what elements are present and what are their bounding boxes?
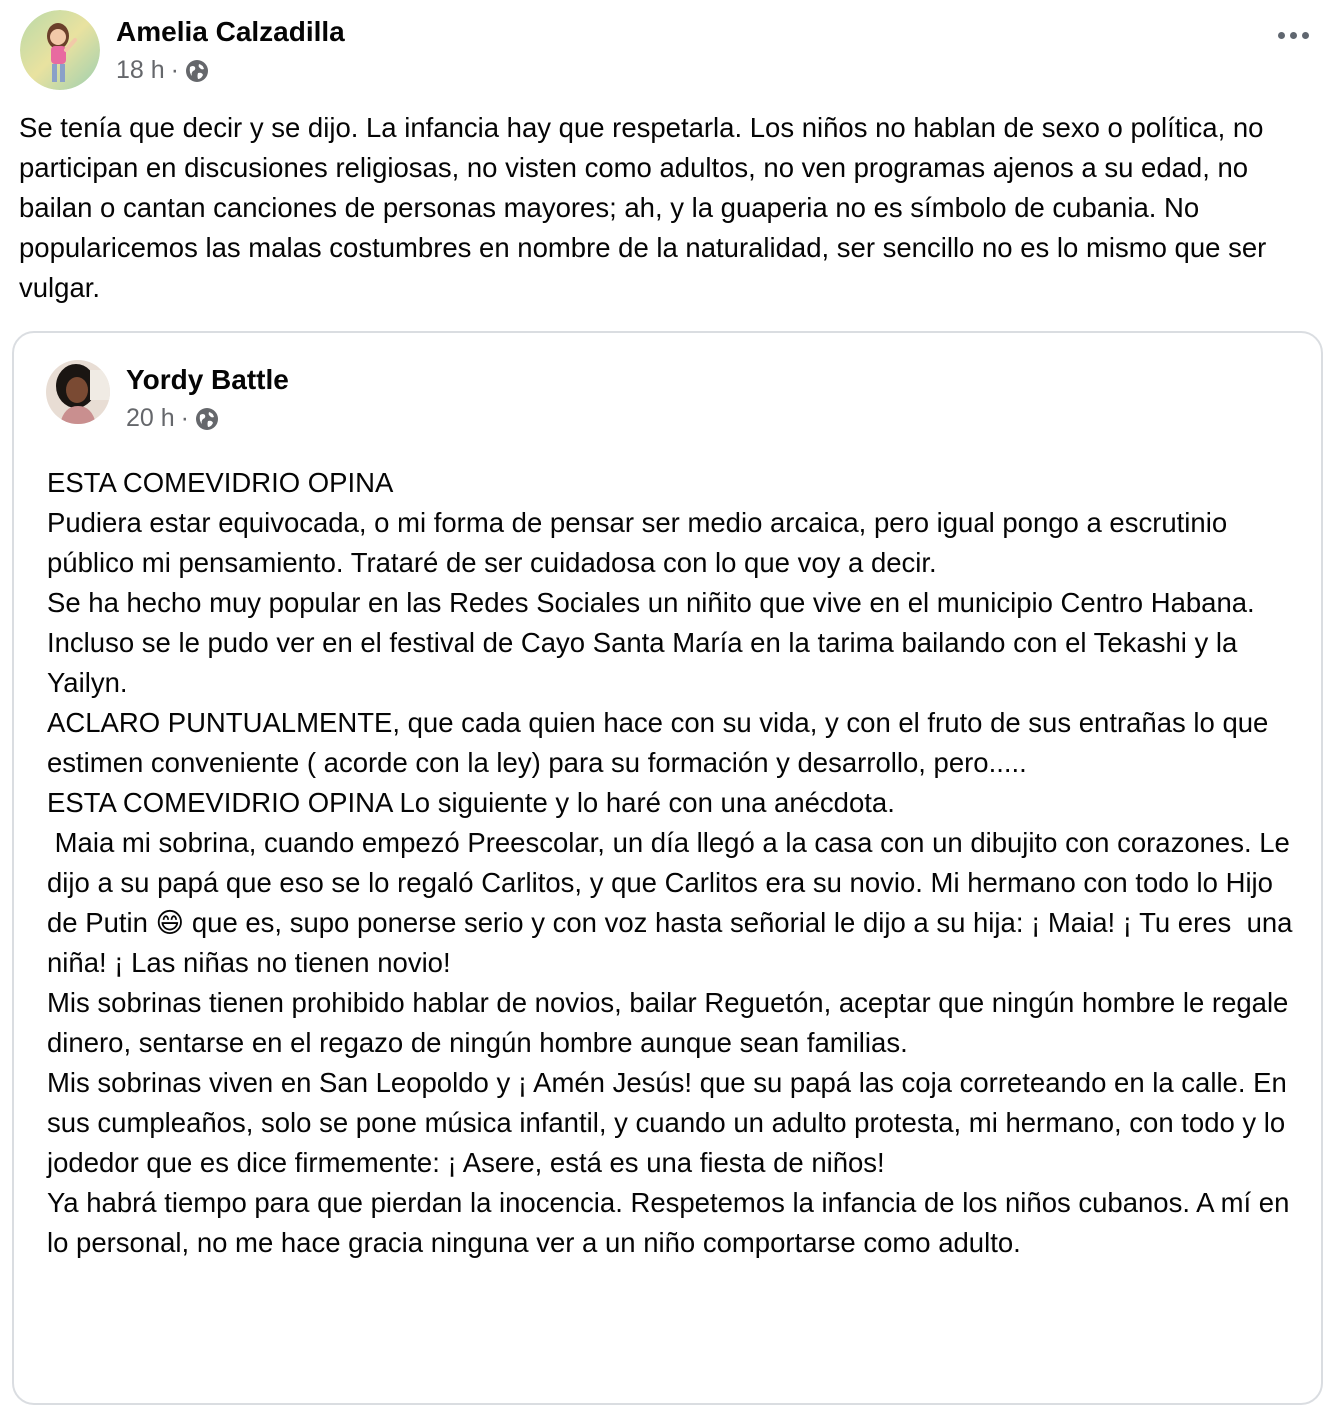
paragraph: Se ha hecho muy popular en las Redes Sociales un niñito que vive en el municipio Centro Habana. Incluso se le pudo ver en el festival de Cayo Santa María en la tarima bailando con el Tekashi y la Yailyn.: [47, 587, 1255, 698]
shared-post-header: [46, 360, 1246, 432]
paragraph: Ya habrá tiempo para que pierdan la inocencia. Respetemos la infancia de los niños cubanos. A mí en lo personal, no me hace gracia ninguna ver a un niño comportarse como adulto.: [47, 1187, 1290, 1258]
globe-icon: [185, 59, 209, 83]
shared-author-name[interactable]: Yordy Battle: [126, 364, 289, 395]
post-text: Se tenía que decir y se dijo. La infancia hay que respetarla. Los niños no hablan de sexo o política, no participan en discusiones religiosas, no visten como adultos, no ven programas ajenos a su edad, no bailan o cantan canciones de personas mayores; ah, y la guaperia no es símbolo de cubania. No popularicemos las malas costumbres en nombre de la naturalidad, ser sencillo no es lo mismo que ser vulgar.: [19, 112, 1267, 303]
author-name[interactable]: Amelia Calzadilla: [116, 16, 345, 47]
paragraph: ESTA COMEVIDRIO OPINA Lo siguiente y lo haré con una anécdota.: [47, 787, 895, 818]
shared-post-time[interactable]: 20 h: [126, 404, 175, 432]
paragraph: ACLARO PUNTUALMENTE, que cada quien hace con su vida, y con el fruto de sus entrañas lo que estimen conveniente ( acorde con la ley) para su formación y desarrollo, pero.....: [47, 707, 1269, 778]
post-meta: [116, 56, 209, 85]
paragraph: Pudiera estar equivocada, o mi forma de pensar ser medio arcaica, pero igual pongo a escrutinio público mi pensamiento. Trataré de ser cuidadosa con lo que voy a decir.: [47, 507, 1228, 578]
shared-post-meta: [126, 404, 219, 433]
globe-icon: [195, 407, 219, 431]
meta-separator: ·: [180, 404, 189, 432]
post-time[interactable]: 18 h: [116, 56, 165, 84]
shared-author-avatar[interactable]: [46, 360, 110, 424]
meta-separator: ·: [170, 56, 179, 84]
shared-post-text: [47, 463, 1301, 1263]
more-options-icon[interactable]: [1271, 20, 1315, 50]
paragraph: ESTA COMEVIDRIO OPINA: [47, 467, 394, 498]
post-header: [20, 10, 1320, 90]
paragraph: Maia mi sobrina, cuando empezó Preescolar, un día llegó a la casa con un dibujito con corazones. Le dijo a su papá que eso se lo regaló Carlitos, y que Carlitos era su novio. Mi hermano con todo lo Hijo de Putin 😄 que es, supo ponerse serio y con voz hasta señorial le dijo a su hija: ¡ Maia! ¡ Tu eres una niña! ¡ Las niñas no tienen novio!: [47, 827, 1301, 978]
paragraph: Mis sobrinas viven en San Leopoldo y ¡ Amén Jesús! que su papá las coja correteando en la calle. En sus cumpleaños, solo se pone música infantil, y cuando un adulto protesta, mi hermano, con todo y lo jodedor que es dice firmemente: ¡ Asere, está es una fiesta de niños!: [47, 1067, 1287, 1178]
paragraph: Mis sobrinas tienen prohibido hablar de novios, bailar Reguetón, aceptar que ningún hombre le regale dinero, sentarse en el regazo de ningún hombre aunque sean familias.: [47, 987, 1289, 1058]
shared-post-card[interactable]: [12, 331, 1323, 1405]
author-avatar[interactable]: [20, 10, 100, 90]
